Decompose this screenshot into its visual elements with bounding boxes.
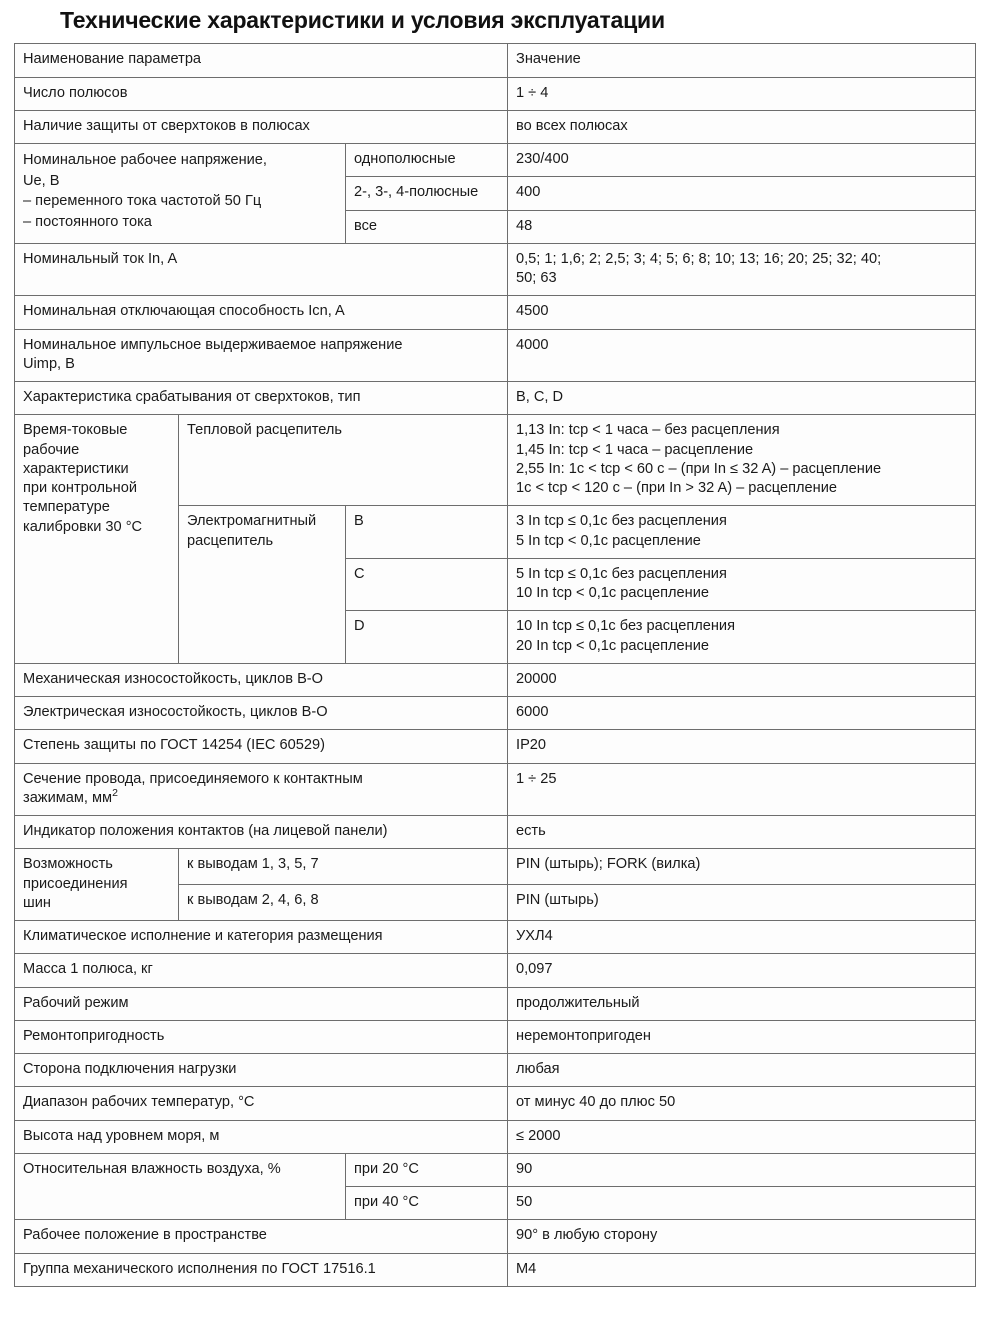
mech-group-value: М4	[508, 1253, 976, 1286]
mass-param: Масса 1 полюса, кг	[15, 954, 508, 987]
humidity-value-40c: 50	[508, 1187, 976, 1220]
time-current-param-line4: при контрольной	[23, 480, 137, 497]
table-row-poles	[15, 77, 976, 110]
voltage-value-multi-pole: 400	[508, 177, 976, 210]
poles-param: Число полюсов	[15, 77, 508, 110]
thermal-release-value	[508, 415, 976, 506]
magnetic-d-line1: 10 In tср ≤ 0,1c без расцепления	[516, 618, 735, 635]
rated-current-value	[508, 243, 976, 296]
climate-value: УХЛ4	[508, 921, 976, 954]
rated-current-value-line2: 50; 63	[516, 270, 557, 287]
time-current-param-line5: температуре	[23, 499, 110, 516]
voltage-value-all: 48	[508, 210, 976, 243]
table-row-altitude	[15, 1120, 976, 1153]
page-title: Технические характеристики и условия эксплуатации	[60, 7, 665, 33]
humidity-value-20c: 90	[508, 1153, 976, 1186]
busbar-sub-even-terminals: к выводам 2, 4, 6, 8	[179, 885, 508, 921]
magnetic-type-d: D	[346, 611, 508, 664]
ip-rating-value: IP20	[508, 730, 976, 763]
elec-endurance-value: 6000	[508, 697, 976, 730]
busbar-param-line2: шин	[23, 894, 51, 911]
table-row-climate	[15, 921, 976, 954]
protection-param: Наличие защиты от сверхтоков в полюсах	[15, 110, 508, 143]
altitude-param: Высота над уровнем моря, м	[15, 1120, 508, 1153]
voltage-param-line3: – переменного тока частотой 50 Гц	[23, 193, 262, 210]
table-row-temp-range	[15, 1087, 976, 1120]
busbar-value-even-terminals: PIN (штырь)	[508, 885, 976, 921]
humidity-sub-20c: при 20 °С	[346, 1153, 508, 1186]
mass-value: 0,097	[508, 954, 976, 987]
wire-section-param	[15, 763, 508, 816]
table-row-humidity-1	[15, 1153, 976, 1186]
busbar-param-line1: Возможность присоединения	[23, 856, 128, 892]
table-row-breaking-capacity	[15, 296, 976, 329]
humidity-sub-40c: при 40 °С	[346, 1187, 508, 1220]
breaking-capacity-param: Номинальная отключающая способность Icn, A	[15, 296, 508, 329]
time-current-param-line1: Время-токовые	[23, 422, 128, 439]
voltage-param-line2: Ue, В	[23, 172, 60, 189]
trip-characteristic-param: Характеристика срабатывания от сверхтоков, тип	[15, 382, 508, 415]
temp-range-param: Диапазон рабочих температур, °С	[15, 1087, 508, 1120]
table-row-rated-current	[15, 243, 976, 296]
voltage-param-line1: Номинальное рабочее напряжение,	[23, 152, 267, 169]
thermal-release-line4: 1c < tср < 120 c – (при In > 32 A) – расцепление	[516, 480, 837, 497]
protection-value: во всех полюсах	[508, 110, 976, 143]
busbar-value-odd-terminals: PIN (штырь); FORK (вилка)	[508, 849, 976, 885]
table-row-repairability	[15, 1020, 976, 1053]
mounting-position-param: Рабочее положение в пространстве	[15, 1220, 508, 1253]
magnetic-c-line1: 5 In tср ≤ 0,1c без расцепления	[516, 565, 727, 582]
trip-characteristic-value: B, C, D	[508, 382, 976, 415]
voltage-param	[15, 144, 346, 244]
table-row-duty	[15, 987, 976, 1020]
voltage-sub-single-pole: однополюсные	[346, 144, 508, 177]
mounting-position-value: 90° в любую сторону	[508, 1220, 976, 1253]
breaking-capacity-value: 4500	[508, 296, 976, 329]
table-row-mech-endurance	[15, 663, 976, 696]
elec-endurance-param: Электрическая износостойкость, циклов В-О	[15, 697, 508, 730]
table-row-protection	[15, 110, 976, 143]
magnetic-release-label	[179, 506, 346, 664]
magnetic-b-line2: 5 In tср < 0,1c расцепление	[516, 532, 701, 549]
table-row-thermal-release	[15, 415, 976, 506]
thermal-release-line2: 1,45 In: tср < 1 часа – расцепление	[516, 441, 754, 458]
voltage-value-single-pole: 230/400	[508, 144, 976, 177]
table-row-mass	[15, 954, 976, 987]
duty-value: продолжительный	[508, 987, 976, 1020]
mech-endurance-param: Механическая износостойкость, циклов В-О	[15, 663, 508, 696]
magnetic-value-c	[508, 558, 976, 611]
rated-current-value-line1: 0,5; 1; 1,6; 2; 2,5; 3; 4; 5; 6; 8; 10; 13; 16; 20; 25; 32; 40;	[516, 250, 882, 267]
time-current-param-line6: калибровки 30 °С	[23, 518, 143, 535]
magnetic-type-c: C	[346, 558, 508, 611]
contact-indicator-value: есть	[508, 816, 976, 849]
header-param-cell: Наименование параметра	[15, 44, 508, 77]
table-row-mounting-position	[15, 1220, 976, 1253]
header-value-cell: Значение	[508, 44, 976, 77]
table-row-mech-group	[15, 1253, 976, 1286]
magnetic-value-b	[508, 506, 976, 559]
table-row-contact-indicator	[15, 816, 976, 849]
wire-section-value: 1 ÷ 25	[508, 763, 976, 816]
ip-rating-param: Степень защиты по ГОСТ 14254 (IEC 60529)	[15, 730, 508, 763]
table-row-header	[15, 44, 976, 77]
humidity-param: Относительная влажность воздуха, %	[15, 1153, 346, 1220]
thermal-release-label: Тепловой расцепитель	[179, 415, 508, 506]
specifications-table	[14, 43, 976, 1287]
repairability-param: Ремонтопригодность	[15, 1020, 508, 1053]
rated-current-param: Номинальный ток In, A	[15, 243, 508, 296]
magnetic-type-b: B	[346, 506, 508, 559]
time-current-param-line3: характеристики	[23, 460, 129, 477]
climate-param: Климатическое исполнение и категория размещения	[15, 921, 508, 954]
table-row-elec-endurance	[15, 697, 976, 730]
table-row-wire-section	[15, 763, 976, 816]
magnetic-d-line2: 20 In tср < 0,1c расцепление	[516, 637, 709, 654]
magnetic-release-label-line1: Электромагнитный	[187, 513, 317, 530]
wire-section-param-line1: Сечение провода, присоединяемого к контактным	[23, 770, 363, 787]
table-row-trip-characteristic	[15, 382, 976, 415]
load-side-param: Сторона подключения нагрузки	[15, 1054, 508, 1087]
temp-range-value: от минус 40 до плюс 50	[508, 1087, 976, 1120]
busbar-param	[15, 849, 179, 921]
thermal-release-line3: 2,55 In: 1c < tср < 60 c – (при In ≤ 32 A) – расцепление	[516, 460, 882, 477]
magnetic-release-label-line2: расцепитель	[187, 532, 274, 549]
magnetic-c-line2: 10 In tср < 0,1c расцепление	[516, 585, 709, 602]
voltage-sub-multi-pole: 2-, 3-, 4-полюсные	[346, 177, 508, 210]
mech-group-param: Группа механического исполнения по ГОСТ 17516.1	[15, 1253, 508, 1286]
table-row-load-side	[15, 1054, 976, 1087]
load-side-value: любая	[508, 1054, 976, 1087]
table-row-impulse-voltage	[15, 329, 976, 382]
time-current-param-line2: рабочие	[23, 441, 80, 458]
table-row-busbar-1	[15, 849, 976, 885]
wire-section-unit: зажимам, мм	[23, 789, 113, 806]
time-current-param	[15, 415, 179, 664]
duty-param: Рабочий режим	[15, 987, 508, 1020]
wire-section-param-line2	[23, 786, 499, 808]
impulse-voltage-param	[15, 329, 508, 382]
poles-value: 1 ÷ 4	[508, 77, 976, 110]
busbar-sub-odd-terminals: к выводам 1, 3, 5, 7	[179, 849, 508, 885]
voltage-param-line4: – постоянного тока	[23, 214, 152, 231]
wire-section-superscript: 2	[112, 786, 118, 799]
repairability-value: неремонтопригоден	[508, 1020, 976, 1053]
altitude-value: ≤ 2000	[508, 1120, 976, 1153]
impulse-voltage-value: 4000	[508, 329, 976, 382]
contact-indicator-param: Индикатор положения контактов (на лицевой панели)	[15, 816, 508, 849]
impulse-voltage-param-line1: Номинальное импульсное выдерживаемое напряжение	[23, 336, 403, 353]
mech-endurance-value: 20000	[508, 663, 976, 696]
impulse-voltage-param-line2: Uimp, В	[23, 355, 75, 372]
magnetic-value-d	[508, 611, 976, 664]
table-row-ip-rating	[15, 730, 976, 763]
table-row-voltage-1	[15, 144, 976, 177]
magnetic-b-line1: 3 In tср ≤ 0,1c без расцепления	[516, 513, 727, 530]
thermal-release-line1: 1,13 In: tср < 1 часа – без расцепления	[516, 422, 780, 439]
voltage-sub-all: все	[346, 210, 508, 243]
